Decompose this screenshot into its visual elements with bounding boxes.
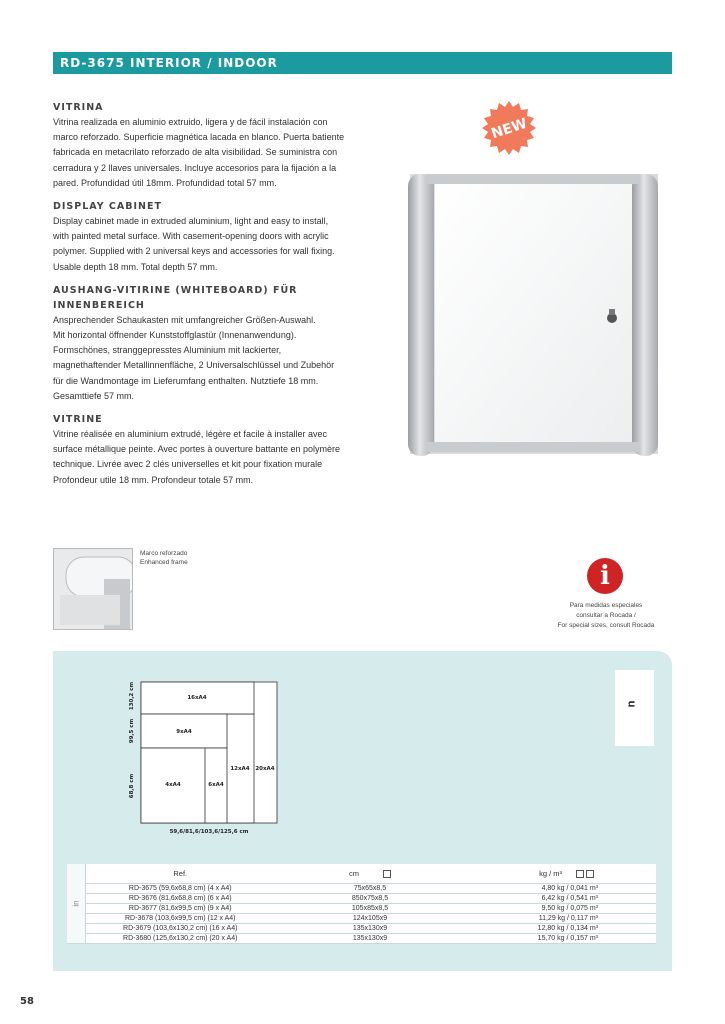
section-line: cerradura y 2 llaves universales. Incluye accesorios para la fijación a la: [53, 162, 337, 173]
cell-kg: 12,80 kg / 0,134 m³: [465, 923, 656, 933]
side-tab: [615, 670, 654, 746]
cell-kg: 9,50 kg / 0,075 m³: [465, 903, 656, 913]
table-row: [67, 933, 656, 943]
height-99: 99,5 cm: [129, 718, 135, 744]
cell-kg: 4,80 kg / 0,041 m³: [465, 883, 656, 893]
header-ref: Ref.: [85, 864, 275, 883]
page-title: RD-3675 INTERIOR / INDOOR: [60, 56, 278, 70]
section-line: Ansprechender Schaukasten mit umfangreicher Größen-Auswahl.: [53, 314, 316, 325]
whiteboard-surface: [434, 180, 634, 444]
section-heading: AUSHANG-VITIRINE (WHITEBOARD) FÜR: [53, 284, 298, 296]
page-number: 58: [20, 996, 34, 1007]
section-line: Usable depth 18 mm. Total depth 57 mm.: [53, 261, 218, 272]
frame-caption: [140, 549, 188, 567]
section-line: Formschönes, stranggepresstes Aluminium mit lackierter,: [53, 345, 282, 356]
label-12xA4: 12xA4: [230, 766, 250, 772]
label-4xA4: 4xA4: [165, 782, 181, 788]
table-row: [67, 923, 656, 933]
section-line: Mit horizontal öffnender Kunststoffglastür (Innenanwendung).: [53, 330, 297, 341]
cell-ref: RD-3676 (81,6x68,8 cm) (6 x A4): [85, 893, 275, 903]
weight-icon: [576, 870, 584, 878]
cell-ref: RD-3675 (59,6x68,8 cm) (4 x A4): [85, 883, 275, 893]
size-diagram: [124, 676, 284, 838]
cell-ref: RD-3680 (125,6x130,2 cm) (20 x A4): [85, 933, 275, 943]
label-6xA4: 6xA4: [208, 782, 224, 788]
cell-cm: 75x65x8,5: [275, 883, 465, 893]
new-badge-text: NEW: [489, 115, 530, 143]
width-label: 59,6/81,6/103,6/125,6 cm: [169, 829, 249, 835]
cell-cm: 135x130x9: [275, 923, 465, 933]
section-line: für die Wandmontage im Lieferumfang enthalten. Nutztiefe 18 mm.: [53, 375, 319, 386]
description-column: [53, 100, 368, 496]
cell-cm: 105x85x8,5: [275, 903, 465, 913]
section-line: Display cabinet made in extruded aluminium, light and easy to install,: [53, 216, 329, 227]
cell-cm: 135x130x9: [275, 933, 465, 943]
title-bar: [53, 52, 672, 74]
cell-cm: 124x105x9: [275, 913, 465, 923]
frame-caption-en: Enhanced frame: [140, 559, 188, 566]
section-line: marco reforzado. Superficie magnética lacada en blanco. Puerta batiente: [53, 132, 345, 143]
frame-base: [60, 595, 120, 625]
header-cm-label: cm: [349, 868, 359, 878]
section-vitrina: [53, 100, 368, 191]
top-frame: [426, 174, 640, 184]
height-68: 68,8 cm: [129, 773, 135, 799]
header-kg: [465, 864, 656, 883]
section-heading-2: INNENBEREICH: [53, 299, 145, 311]
frame-detail-image: [53, 548, 133, 630]
info-icon: i: [587, 558, 623, 594]
section-heading: VITRINE: [53, 414, 103, 426]
volume-icon: [586, 870, 594, 878]
frame-detail-drawing: [54, 549, 133, 630]
section-line: magnethaftender Metallinnenfläche, 2 Universalschlüssel und Zubehör: [53, 360, 335, 371]
box-icon: [383, 870, 391, 878]
cell-kg: 6,42 kg / 0,541 m³: [465, 893, 656, 903]
left-frame: [408, 174, 434, 456]
info-caption-line: For special sizes, consult Rocada: [557, 622, 655, 629]
table-row: [67, 893, 656, 903]
key-icon: [609, 309, 615, 315]
section-line: Vitrine réalisée en aluminium extrudé, légère et facile à installer avec: [53, 429, 327, 440]
info-caption-line: Para medidas especiales: [569, 602, 643, 609]
table-side-label: in: [67, 864, 85, 943]
section-line: with painted metal surface. With casement-opening doors with acrylic: [53, 231, 329, 242]
cell-ref: RD-3679 (103,6x130,2 cm) (16 x A4): [85, 923, 275, 933]
header-cm: [275, 864, 465, 883]
section-display-cabinet: [53, 199, 368, 275]
cell-ref: RD-3678 (103,6x99,5 cm) (12 x A4): [85, 913, 275, 923]
section-line: surface métallique peinte. Avec portes à ouverture battante en polymère: [53, 444, 341, 455]
section-line: polymer. Supplied with 2 universal keys and accessories for wall fixing.: [53, 246, 335, 257]
info-caption: [548, 601, 664, 631]
section-line: Profondeur utile 18 mm. Profondeur totale 57 mm.: [53, 474, 254, 485]
new-badge: [481, 100, 537, 156]
specs-table: [67, 864, 656, 944]
cell-kg: 11,29 kg / 0,117 m³: [465, 913, 656, 923]
section-vitrine: [53, 412, 368, 488]
section-heading: VITRINA: [53, 102, 104, 113]
section-aushang: [53, 283, 368, 404]
header-kg-label: kg / m³: [539, 868, 562, 878]
height-130: 130,2 cm: [129, 681, 135, 711]
label-20xA4: 20xA4: [255, 766, 275, 772]
bottom-frame: [426, 442, 640, 452]
info-caption-line: consultar a Rocada /: [576, 612, 636, 619]
cell-kg: 15,70 kg / 0,157 m³: [465, 933, 656, 943]
table-row: [67, 913, 656, 923]
label-16xA4: 16xA4: [187, 695, 207, 701]
right-frame: [632, 174, 658, 456]
table-row: [67, 903, 656, 913]
section-line: Vitrina realizada en aluminio extruido, ligera y de fácil instalación con: [53, 117, 328, 127]
section-line: technique. Livrée avec 2 clés universelles et kit pour fixation murale: [53, 459, 323, 470]
cell-ref: RD-3677 (81,6x99,5 cm) (9 x A4): [85, 903, 275, 913]
label-9xA4: 9xA4: [176, 729, 192, 735]
section-line: pared. Profundidad útil 18mm. Profundidad total 57 mm.: [53, 177, 277, 188]
cell-cm: 850x75x8,5: [275, 893, 465, 903]
table-row: [67, 883, 656, 893]
section-line: Gesamttiefe 57 mm.: [53, 390, 135, 401]
magnet-icon: u: [625, 700, 638, 708]
table-header: [67, 864, 656, 883]
display-cabinet-image: [404, 168, 664, 458]
section-line: fabricada en metacrilato reforzado de alta visibilidad. Se suministra con: [53, 147, 338, 158]
frame-caption-es: Marco reforzado: [140, 550, 188, 557]
section-heading: DISPLAY CABINET: [53, 201, 162, 213]
